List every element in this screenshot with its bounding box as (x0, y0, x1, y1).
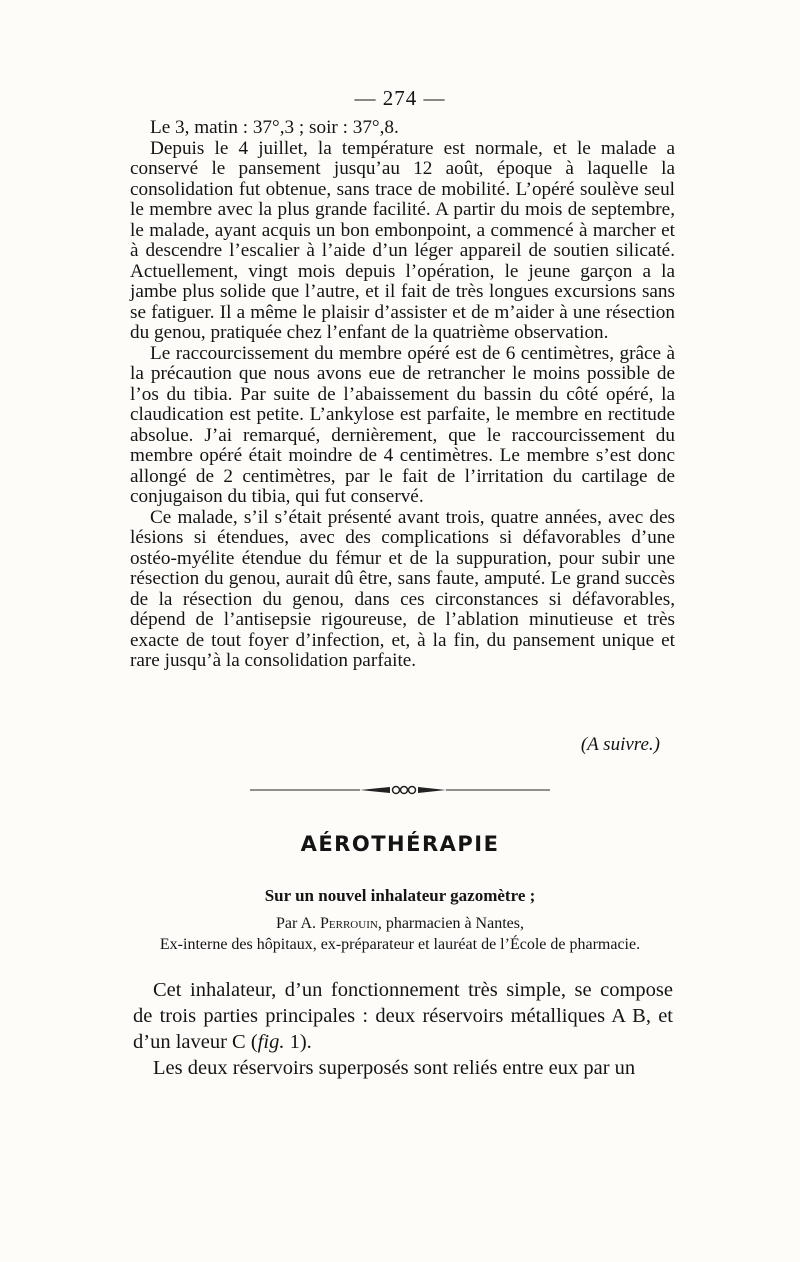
paragraph (133, 977, 673, 1055)
author-suffix: , pharmacien à Nantes, (377, 915, 524, 932)
article-subtitle: Sur un nouvel inhalateur gazomètre ; (264, 886, 536, 905)
article-text (133, 977, 673, 1081)
paragraph: Depuis le 4 juillet, la température est normale, et le malade a conservé le pansement jusqu’au 12 août, époque à laquelle la consolidation fut obtenue, sans trace de mobilité. L’opéré soulève seul le membre avec la plus grande facilité. A partir du mois de septembre, le malade, ayant acquis un bon embonpoint, a commencé à marcher et à descendre l’escalier à l’aide d’un léger appareil de soutien silicaté. Actuellement, vingt mois depuis l’opération, le jeune garçon a la jambe plus solide que l’autre, et il fait de très longues excursions sans se fatiguer. Il a même le plaisir d’assister et de m’aider à une résection du genou, pratiquée chez l’enfant de la quatrième observation. (130, 137, 675, 343)
section-title: AÉROTHÉRAPIE (300, 832, 500, 856)
observation-text (130, 118, 675, 672)
paragraph-text: 1). (284, 1031, 312, 1053)
to-be-continued: (A suivre.) (580, 734, 660, 755)
author-credentials: Ex-interne des hôpitaux, ex-préparateur et lauréat de l’École de pharmacie. (159, 936, 641, 953)
author-prefix: Par A. (276, 915, 321, 932)
figure-reference: fig. (257, 1031, 285, 1053)
paragraph: Les deux réservoirs superposés sont reliés entre eux par un (153, 1057, 636, 1079)
author-name: Perrouin (320, 915, 378, 932)
author-line (0, 913, 800, 934)
page-number: — 274 — (354, 86, 446, 110)
paragraph: Le raccourcissement du membre opéré est de 6 centimètres, grâce à la précaution que nous avons eue de retrancher le moins possible de l’os du tibia. Par suite de l’abaissement du bassin du côté opéré, la claudication est petite. L’ankylose est parfaite, le membre en rectitude absolue. J’ai remarqué, dernièrement, que le raccourcissement du membre opéré était moindre de 4 centimètres. Le membre s’est donc allongé de 2 centimètres, par le fait de l’irritation du cartilage de conjugaison du tibia, qui fut conservé. (130, 342, 675, 507)
paragraph: Ce malade, s’il s’était présenté avant trois, quatre années, avec des lésions si étendues, avec des complications si défavorables d’une ostéo-myélite étendue du fémur et de la suppuration, pour subir une résection du genou, aurait dû être, sans faute, amputé. Le grand succès de la résection du genou, dans ces circonstances si défavorables, dépend de l’antisepsie rigoureuse, de l’ablation minutieuse et très exacte de tout foyer d’infection, et, à la fin, du pansement unique et rare jusqu’à la consolidation parfaite. (130, 506, 675, 671)
paragraph-text: Cet inhalateur, d’un fonctionnement très simple, se compose de trois parties principales : deux réservoirs métalliques A B, et d’un laveur C ( (133, 979, 673, 1053)
author-block (0, 913, 800, 955)
section-divider-ornament (250, 783, 550, 797)
paragraph: Le 3, matin : 37°,3 ; soir : 37°,8. (150, 117, 399, 138)
